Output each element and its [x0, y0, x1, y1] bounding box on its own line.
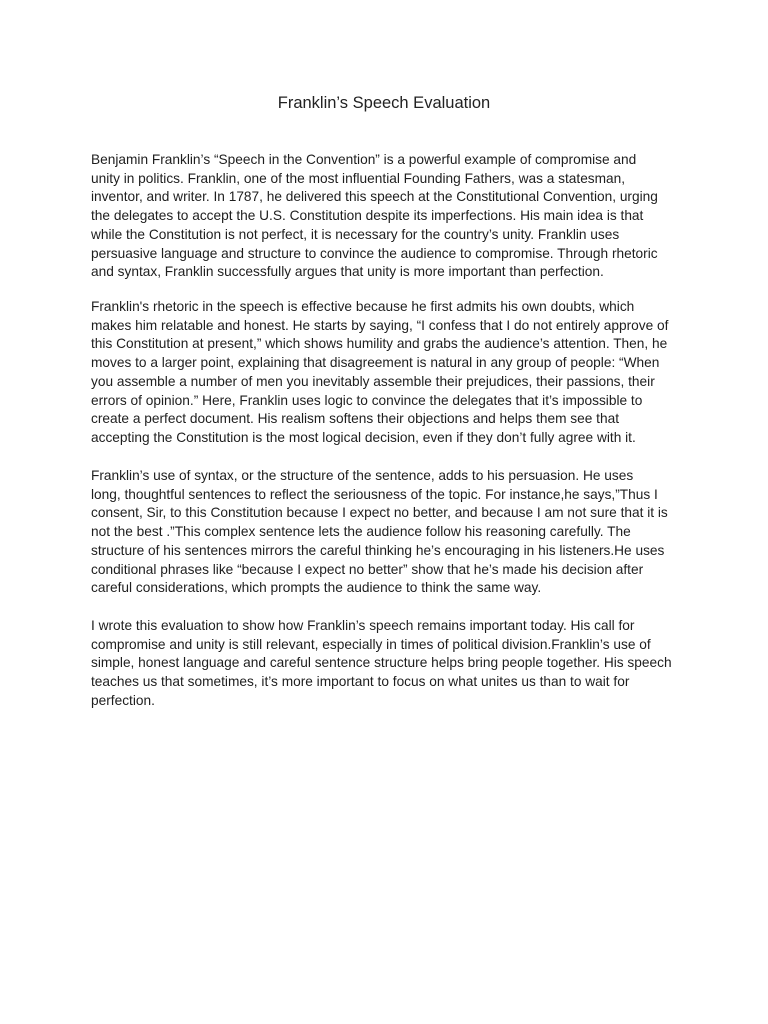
paragraph-introduction: Benjamin Franklin’s “Speech in the Convention” is a powerful example of compromise and unity in politics. Franklin, one of the most influential Founding Fathers, was a statesman, inventor, and writer. In 1787, he delivered this speech at the Constitutional Convention, urging the delegates to accept the U.S. Constitution despite its imperfections. His main idea is that while the Constitution is not perfect, it is necessary for the country’s unity. Franklin uses persuasive language and structure to convince the audience to compromise. Through rhetoric and syntax, Franklin successfully argues that unity is more important than perfection. — [91, 152, 658, 280]
document-title: Franklin’s Speech Evaluation — [277, 94, 491, 112]
paragraph-syntax: Franklin’s use of syntax, or the structure of the sentence, adds to his persuasion. He uses long, thoughtful sentences to reflect the seriousness of the topic. For instance,he says,”Thus I consent, Sir, to this Constitution because I expect no better, and because I am not sure that it is not the best .”This complex sentence lets the audience follow his reasoning carefully. The structure of his sentences mirrors the careful thinking he’s encouraging in his listeners.He uses conditional phrases like “because I expect no better” show that he’s made his decision after careful considerations, which prompts the audience to think the same way. — [91, 468, 668, 596]
paragraph-conclusion: I wrote this evaluation to show how Franklin’s speech remains important today. His call for compromise and unity is still relevant, especially in times of political division.Franklin’s use of simple, honest language and careful sentence structure helps bring people together. His speech teaches us that sometimes, it’s more important to focus on what unites us than to wait for perfection. — [91, 618, 672, 708]
paragraph-rhetoric: Franklin's rhetoric in the speech is effective because he first admits his own doubts, which makes him relatable and honest. He starts by saying, “I confess that I do not entirely approve of this Constitution at present,” which shows humility and grabs the audience’s attention. Then, he moves to a larger point, explaining that disagreement is natural in any group of people: “When you assemble a number of men you inevitably assemble their prejudices, their passions, their errors of opinion.” Here, Franklin uses logic to convince the delegates that it’s impossible to create a perfect document. His realism softens their objections and helps them see that accepting the Constitution is the most logical decision, even if they don’t fully agree with it. — [91, 299, 669, 445]
